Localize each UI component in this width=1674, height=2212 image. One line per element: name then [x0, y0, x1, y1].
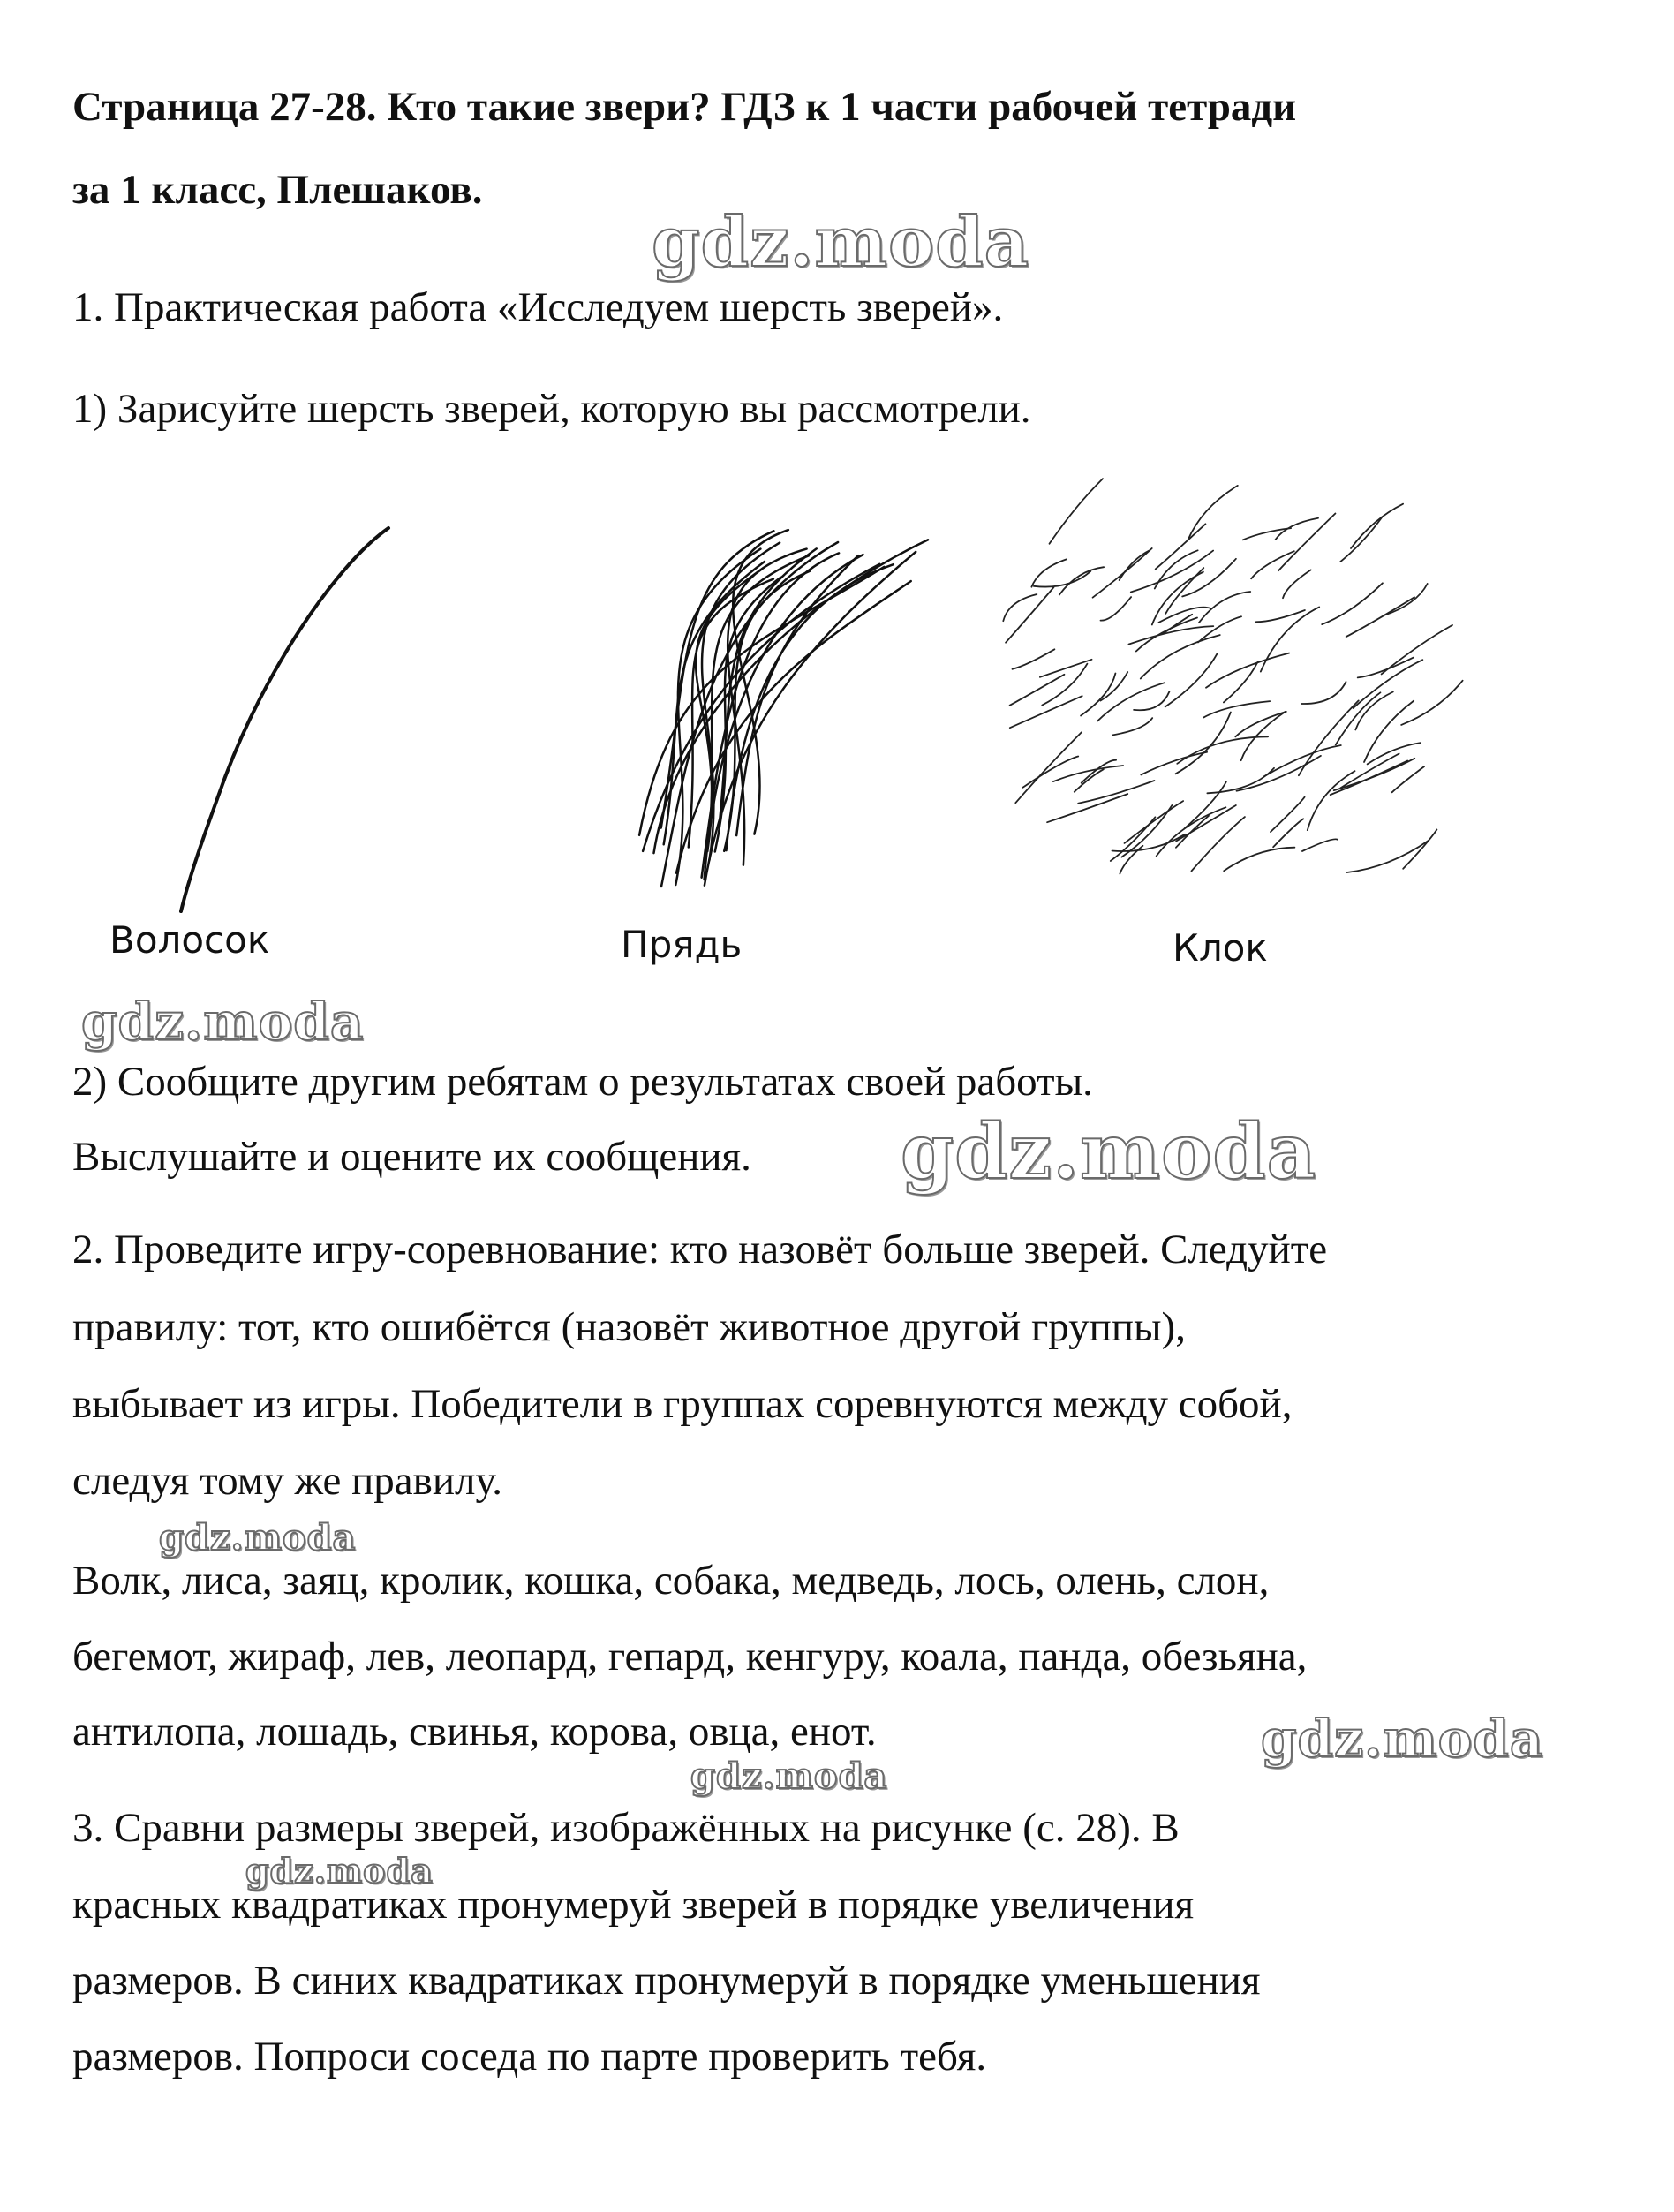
tuft-hair-stroke — [1273, 819, 1303, 847]
task3-line-3: размеров. В синих квадратиках пронумеруй в порядке уменьшения — [72, 1958, 1261, 2004]
task2-answer-line-1: Волк, лиса, заяц, кролик, кошка, собака, медведь, лось, олень, слон, — [72, 1558, 1270, 1604]
tuft-hair-stroke — [1278, 514, 1335, 571]
watermark: gdz.moda — [1261, 1709, 1544, 1769]
tuft-hair-stroke — [1185, 782, 1226, 829]
tuft-hair-stroke — [1403, 830, 1436, 869]
task2-line-1: 2. Проведите игру-соревнование: кто назовёт больше зверей. Следуйте — [72, 1227, 1328, 1272]
task3-line-1: 3. Сравни размеры зверей, изображённых на рисунке (с. 28). В — [72, 1805, 1180, 1851]
task2-answer-line-3: антилопа, лошадь, свинья, корова, овца, енот. — [72, 1709, 877, 1755]
tuft-hair-stroke — [1283, 570, 1311, 598]
task1-subtask-2-line-1: 2) Сообщите другим ребятам о результатах своей работы. — [72, 1059, 1093, 1105]
strand-hair-stroke — [715, 578, 780, 852]
tuft-hair-stroke — [1097, 683, 1165, 721]
tuft-hair-stroke — [1271, 797, 1305, 833]
tuft-hair-stroke — [1177, 736, 1268, 764]
tuft-hair-stroke — [1203, 701, 1270, 717]
task2-answer-line-2: бегемот, жираф, лев, леопард, гепард, кенгуру, коала, панда, обезьяна, — [72, 1634, 1308, 1680]
watermark: gdz.moda — [159, 1517, 357, 1559]
tuft-hair-stroke — [1093, 548, 1152, 598]
tuft-hair-stroke — [1010, 696, 1082, 728]
tuft-hair-stroke — [1176, 805, 1236, 842]
tuft-drawing — [1003, 479, 1462, 873]
tuft-hair-stroke — [1224, 848, 1294, 872]
task1-subtask-1: 1) Зарисуйте шерсть зверей, которую вы рассмотрели. — [72, 386, 1031, 432]
tuft-hair-stroke — [1010, 675, 1065, 706]
watermark: gdz.moda — [690, 1755, 888, 1797]
tuft-hair-stroke — [1141, 635, 1220, 678]
tuft-hair-stroke — [1368, 743, 1421, 764]
tuft-hair-stroke — [1351, 504, 1403, 548]
tuft-hair-stroke — [1346, 597, 1414, 637]
tuft-hair-stroke — [1264, 745, 1341, 776]
tuft-hair-stroke — [1261, 607, 1319, 671]
tuft-hair-stroke — [1158, 608, 1211, 623]
watermark: gdz.moda — [245, 1851, 434, 1891]
task2-line-4: следуя тому же правилу. — [72, 1458, 503, 1504]
tuft-hair-stroke — [1301, 682, 1346, 704]
tuft-hair-stroke — [1101, 597, 1132, 621]
strand-hair-stroke — [733, 530, 788, 834]
tuft-hair-stroke — [1047, 794, 1127, 822]
watermark: gdz.moda — [652, 202, 1030, 283]
strand-hair-stroke — [736, 555, 858, 835]
tuft-hair-stroke — [1308, 771, 1355, 830]
fur-drawings — [0, 0, 1674, 971]
single-hair-drawing — [181, 528, 388, 911]
tuft-hair-stroke — [1165, 653, 1218, 706]
tuft-hair-stroke — [1302, 839, 1338, 851]
tuft-hair-stroke — [1141, 752, 1207, 775]
strand-drawing — [639, 530, 928, 887]
tuft-hair-stroke — [1347, 841, 1429, 872]
caption-strand: Прядь — [621, 923, 743, 966]
tuft-hair-stroke — [1059, 567, 1104, 594]
caption-hair: Волосок — [109, 918, 270, 962]
tuft-hair-stroke — [1206, 653, 1289, 688]
task3-line-4: размеров. Попроси соседа по парте проверить тебя. — [72, 2034, 987, 2080]
page-title-line-2: за 1 класс, Плешаков. — [72, 167, 483, 213]
task1-subtask-2-line-2: Выслушайте и оцените их сообщения. — [72, 1134, 751, 1180]
tuft-hair-stroke — [1031, 559, 1066, 586]
caption-tuft: Клок — [1173, 926, 1268, 970]
task2-line-3: выбывает из игры. Победители в группах соревнуются между собой, — [72, 1381, 1293, 1427]
tuft-hair-stroke — [1392, 766, 1424, 792]
tuft-hair-stroke — [1013, 649, 1055, 669]
tuft-hair-stroke — [1354, 660, 1423, 708]
tuft-hair-stroke — [1182, 559, 1236, 597]
tuft-hair-stroke — [1188, 486, 1238, 540]
tuft-hair-stroke — [1042, 664, 1087, 706]
tuft-hair-stroke — [1243, 528, 1291, 540]
task2-line-2: правилу: тот, кто ошибётся (назовёт животное другой группы), — [72, 1304, 1186, 1350]
task1-heading: 1. Практическая работа «Исследуем шерсть зверей». — [72, 284, 1004, 330]
tuft-hair-stroke — [1340, 517, 1382, 562]
watermark: gdz.moda — [81, 992, 365, 1052]
tuft-hair-stroke — [1134, 691, 1169, 710]
watermark: gdz.moda — [901, 1107, 1317, 1197]
tuft-hair-stroke — [1322, 583, 1383, 624]
page-title-line-1: Страница 27-28. Кто такие звери? ГДЗ к 1 части рабочей тетради — [72, 84, 1297, 130]
tuft-hair-stroke — [1112, 718, 1152, 735]
tuft-hair-stroke — [1023, 757, 1079, 788]
tuft-hair-stroke — [1384, 584, 1427, 615]
tuft-hair-stroke — [1003, 594, 1037, 621]
task3-line-2: красных квадратиках пронумеруй зверей в порядке увеличения — [72, 1882, 1195, 1928]
tuft-hair-stroke — [1015, 732, 1082, 803]
tuft-hair-stroke — [1155, 550, 1198, 588]
tuft-hair-stroke — [1078, 781, 1154, 804]
tuft-hair-stroke — [1050, 479, 1104, 544]
tuft-hair-stroke — [1358, 658, 1414, 678]
tuft-hair-stroke — [1251, 551, 1294, 578]
tuft-hair-stroke — [1198, 616, 1241, 642]
